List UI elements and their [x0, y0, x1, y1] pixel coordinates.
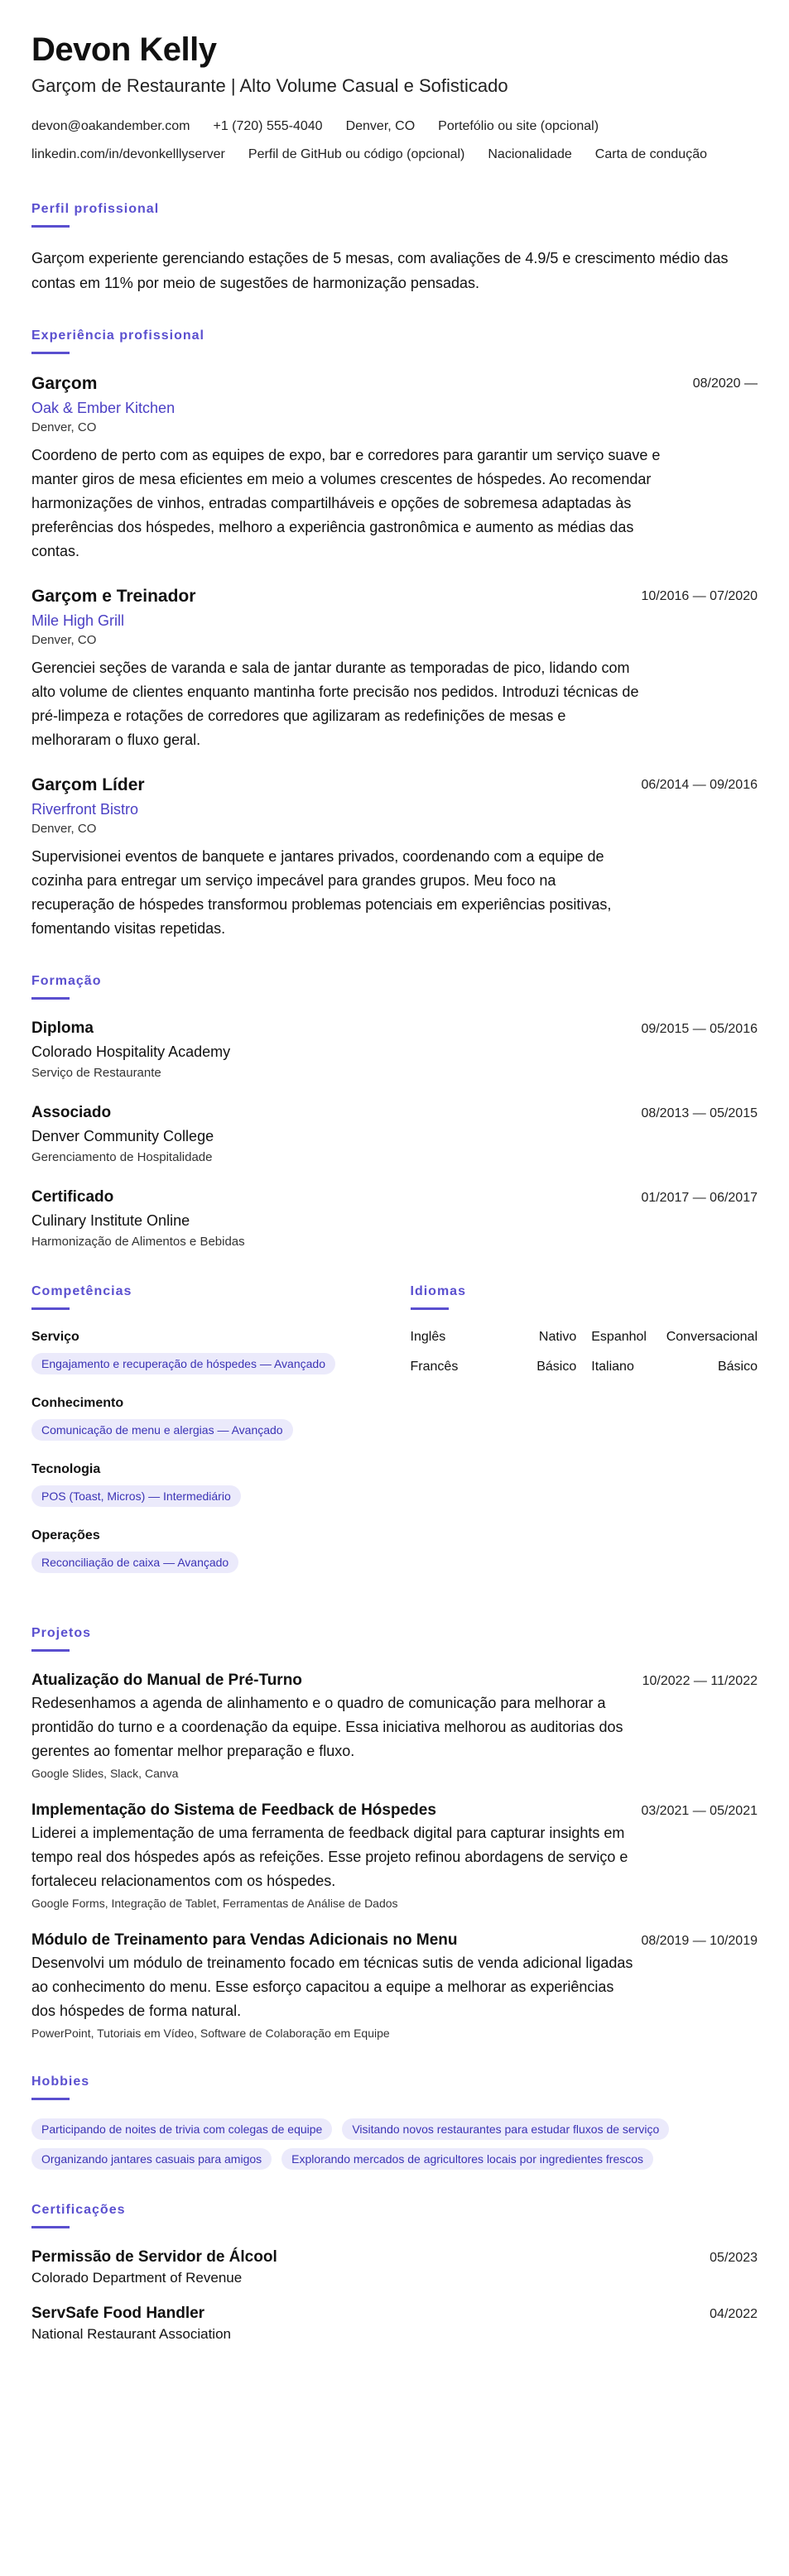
certification-entry [31, 2303, 758, 2344]
section-title: Idiomas [410, 1284, 466, 1298]
project-dates: 10/2022 — 11/2022 [642, 1674, 758, 1688]
job-location: Denver, CO [31, 633, 97, 647]
section-title: Experiência profissional [31, 329, 204, 343]
education-entry [31, 1018, 758, 1082]
project-tools: PowerPoint, Tutoriais em Vídeo, Software de Colaboração em Equipe [31, 2027, 390, 2040]
experience-entry [31, 585, 758, 752]
contact-github[interactable]: Perfil de GitHub ou código (opcional) [248, 147, 465, 161]
language-name: Italiano [591, 1360, 634, 1374]
section-title: Projetos [31, 1626, 92, 1640]
job-dates: 08/2020 — [692, 377, 758, 391]
skill-group [31, 1461, 363, 1507]
section-title: Certificações [31, 2203, 126, 2217]
section-title: Hobbies [31, 2075, 90, 2089]
language-level: Conversacional [666, 1330, 758, 1344]
project-description: Desenvolvi um módulo de treinamento focado em técnicas sutis de venda adicional ligadas ao conhecimento do menu. Esse esforço capacitou a equipe a melhorar as experiências dos hóspedes de forma natural. [31, 1955, 633, 2019]
language-name: Inglês [410, 1330, 446, 1344]
project-entry [31, 1930, 758, 2041]
job-dates: 06/2014 — 09/2016 [641, 778, 758, 792]
section-title: Formação [31, 974, 102, 988]
section-divider [31, 1307, 70, 1310]
skill-group [31, 1527, 363, 1573]
candidate-headline: Garçom de Restaurante | Alto Volume Casual e Sofisticado [31, 75, 508, 96]
hobby-tag: Participando de noites de trivia com colegas de equipe [31, 2118, 332, 2140]
education-entry [31, 1102, 758, 1167]
section-divider [31, 225, 70, 228]
project-tools: Google Forms, Integração de Tablet, Ferramentas de Análise de Dados [31, 1897, 398, 1910]
contact-nationality: Nacionalidade [488, 147, 572, 161]
job-description: Supervisionei eventos de banquete e jantares privados, coordenando com a equipe de cozinha para entregar um serviço impecável para grandes grupos. Meu foco na recuperação de hóspedes transformou problemas potenciais em experiências positivas, fomentando visitas repetidas. [31, 848, 612, 937]
section-title: Perfil profissional [31, 202, 160, 216]
certification-issuer: National Restaurant Association [31, 2326, 231, 2342]
education-entry [31, 1187, 758, 1251]
section-divider [411, 1307, 449, 1310]
degree: Diploma [31, 1019, 94, 1037]
profile-summary: Garçom experiente gerenciando estações de 5 mesas, com avaliações de 4.9/5 e crescimento médio das contas em 11% por meio de sugestões de harmonização pensadas. [31, 250, 729, 291]
institution: Denver Community College [31, 1128, 214, 1144]
language-item [411, 1328, 577, 1346]
languages-column [411, 1283, 758, 1593]
project-entry [31, 1670, 758, 1782]
certification-name: Permissão de Servidor de Álcool [31, 2248, 277, 2266]
project-name: Módulo de Treinamento para Vendas Adicionais no Menu [31, 1931, 458, 1949]
degree: Associado [31, 1104, 112, 1121]
project-description: Redesenhamos a agenda de alinhamento e o quadro de comunicação para melhorar a prontidão do turno e a coordenação da equipe. Essa iniciativa melhorou as auditorias dos gerentes ao fomentar melhor preparação e fluxo. [31, 1695, 623, 1759]
study-area: Serviço de Restaurante [31, 1066, 161, 1080]
project-name: Atualização do Manual de Pré-Turno [31, 1672, 302, 1689]
section-divider [31, 352, 70, 354]
education-dates: 09/2015 — 05/2016 [641, 1022, 758, 1036]
skill-group [31, 1394, 363, 1441]
language-item [591, 1358, 758, 1376]
hobbies-section [31, 2073, 758, 2170]
experience-entry [31, 372, 758, 564]
job-title: Garçom Líder [31, 775, 145, 794]
hobby-tag: Explorando mercados de agricultores locais por ingredientes frescos [281, 2148, 653, 2170]
skill-tag: POS (Toast, Micros) — Intermediário [31, 1485, 241, 1507]
language-item [411, 1358, 577, 1376]
certification-name: ServSafe Food Handler [31, 2305, 205, 2322]
job-description: Gerenciei seções de varanda e sala de jantar durante as temporadas de pico, lidando com alto volume de clientes enquanto mantinha forte precisão nos pedidos. Introduzi técnicas de pré-limpeza e rotações de corredores que agilizaram as redefinições de mesas e melhoraram o fluxo geral. [31, 660, 639, 748]
section-divider [31, 2226, 70, 2228]
language-item [591, 1328, 758, 1346]
skill-tag: Engajamento e recuperação de hóspedes — Avançado [31, 1353, 335, 1374]
project-tools: Google Slides, Slack, Canva [31, 1767, 179, 1780]
profile-section [31, 200, 758, 295]
languages-list [411, 1328, 758, 1376]
skill-category: Tecnologia [31, 1462, 101, 1476]
study-area: Gerenciamento de Hospitalidade [31, 1150, 213, 1164]
language-name: Espanhol [591, 1330, 647, 1344]
certification-date: 04/2022 [710, 2307, 758, 2321]
skill-category: Serviço [31, 1330, 79, 1344]
certification-date: 05/2023 [710, 2251, 758, 2265]
company-name: Oak & Ember Kitchen [31, 400, 176, 416]
contact-info [31, 113, 758, 169]
skill-category: Conhecimento [31, 1396, 124, 1410]
section-title: Competências [31, 1284, 132, 1298]
contact-portfolio[interactable]: Portefólio ou site (opcional) [438, 119, 599, 133]
candidate-name: Devon Kelly [31, 31, 217, 68]
company-name: Mile High Grill [31, 612, 125, 629]
job-location: Denver, CO [31, 822, 97, 836]
skill-tag: Reconciliação de caixa — Avançado [31, 1552, 238, 1573]
experience-entry [31, 774, 758, 941]
language-level: Nativo [538, 1330, 577, 1344]
certification-entry [31, 2247, 758, 2288]
certification-issuer: Colorado Department of Revenue [31, 2270, 243, 2286]
hobby-tag: Visitando novos restaurantes para estudar fluxos de serviço [342, 2118, 669, 2140]
study-area: Harmonização de Alimentos e Bebidas [31, 1235, 245, 1249]
skill-group [31, 1328, 363, 1374]
job-title: Garçom e Treinador [31, 587, 196, 606]
education-dates: 01/2017 — 06/2017 [641, 1191, 758, 1205]
project-dates: 08/2019 — 10/2019 [641, 1934, 758, 1948]
section-divider [31, 1649, 70, 1652]
language-level: Básico [717, 1360, 758, 1374]
education-dates: 08/2013 — 05/2015 [641, 1106, 758, 1120]
experience-section [31, 327, 758, 941]
education-section [31, 972, 758, 1251]
project-entry [31, 1800, 758, 1912]
section-divider [31, 997, 70, 1000]
job-location: Denver, CO [31, 420, 97, 434]
company-name: Riverfront Bistro [31, 801, 139, 818]
skill-category: Operações [31, 1528, 100, 1542]
contact-linkedin[interactable]: linkedin.com/in/devonkelllyserver [31, 147, 225, 161]
institution: Culinary Institute Online [31, 1212, 190, 1229]
job-description: Coordeno de perto com as equipes de expo, bar e corredores para garantir um serviço suave e manter giros de mesa eficientes em meio a volumes crescentes de hóspedes. Ao recomendar harmonizações de vinhos, entradas compartilháveis e opções de sobremesa adaptadas às preferências dos hóspedes, melhoro a experiência gastronômica e aumento as médias das contas. [31, 447, 661, 559]
language-level: Básico [536, 1360, 577, 1374]
job-title: Garçom [31, 374, 98, 393]
skill-tag: Comunicação de menu e alergias — Avançado [31, 1419, 293, 1441]
hobbies-list [31, 2118, 758, 2170]
projects-section [31, 1624, 758, 2041]
project-dates: 03/2021 — 05/2021 [641, 1804, 758, 1818]
job-dates: 10/2016 — 07/2020 [641, 589, 758, 603]
contact-phone[interactable]: +1 (720) 555-4040 [213, 119, 323, 133]
language-name: Francês [410, 1360, 459, 1374]
section-divider [31, 2098, 70, 2100]
contact-location: Denver, CO [345, 119, 416, 133]
hobby-tag: Organizando jantares casuais para amigos [31, 2148, 272, 2170]
certifications-section [31, 2201, 758, 2344]
institution: Colorado Hospitality Academy [31, 1043, 231, 1060]
skills-languages-section [31, 1283, 758, 1593]
skills-column [31, 1283, 363, 1593]
contact-driving-license: Carta de condução [594, 147, 707, 161]
contact-email[interactable]: devon@oakandember.com [31, 119, 190, 133]
project-description: Liderei a implementação de uma ferramenta de feedback digital para capturar insights em tempo real dos hóspedes após as refeições. Esse projeto refinou abordagens de serviço e fortaleceu relacionamentos com os hóspedes. [31, 1825, 628, 1889]
degree: Certificado [31, 1188, 114, 1206]
project-name: Implementação do Sistema de Feedback de Hóspedes [31, 1801, 436, 1819]
